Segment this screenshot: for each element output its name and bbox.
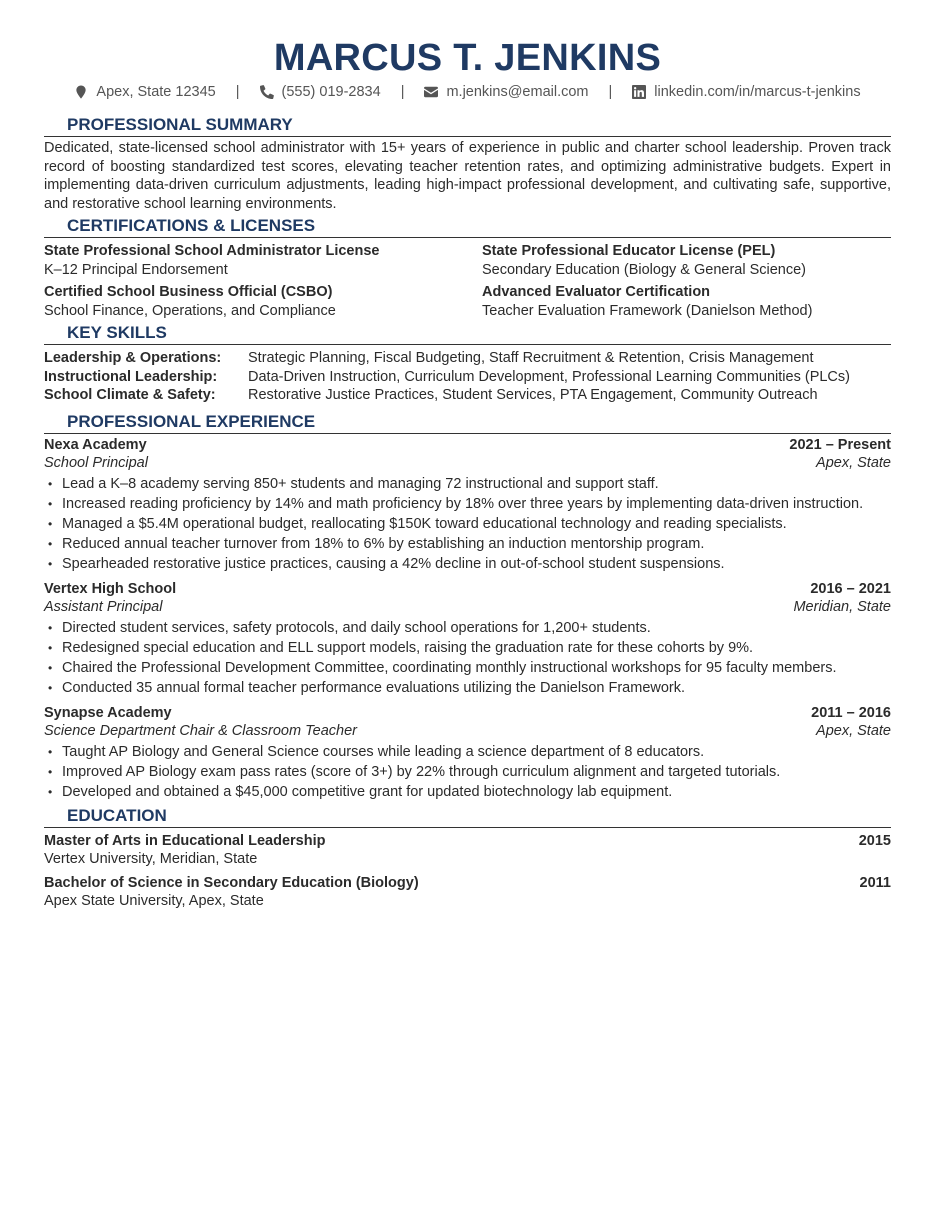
job-entry xyxy=(44,580,891,698)
cert-item xyxy=(44,242,482,279)
section-title: PROFESSIONAL SUMMARY xyxy=(44,115,891,137)
section-title: KEY SKILLS xyxy=(44,323,891,345)
experience-section xyxy=(44,412,891,802)
job-subheader xyxy=(44,722,891,741)
envelope-icon xyxy=(424,85,438,99)
job-bullet: • Redesigned special education and ELL support models, raising the graduation rate for these cohorts by 9%. xyxy=(44,638,891,658)
certifications-section xyxy=(44,216,891,320)
skill-category: Instructional Leadership: xyxy=(44,368,218,385)
education-degree: Master of Arts in Educational Leadership xyxy=(44,832,326,849)
job-bullet: • Chaired the Professional Development Committee, coordinating monthly instructional workshops for 95 faculty members. xyxy=(44,658,891,678)
job-bullet: • Taught AP Biology and General Science courses while leading a science department of 8 educators. xyxy=(44,742,891,762)
job-subheader xyxy=(44,454,891,473)
section-title: PROFESSIONAL EXPERIENCE xyxy=(44,412,891,434)
job-dates: 2011 – 2016 xyxy=(811,704,891,721)
cert-name: State Professional School Administrator License xyxy=(44,243,380,259)
education-year: 2015 xyxy=(858,832,891,849)
education-school: Vertex University, Meridian, State xyxy=(44,851,258,867)
job-bullets xyxy=(44,742,891,802)
cert-item xyxy=(482,283,891,320)
job-role: School Principal xyxy=(44,455,148,471)
job-bullet: • Spearheaded restorative justice practices, causing a 42% decline in out-of-school student suspensions. xyxy=(44,554,891,574)
job-bullets xyxy=(44,618,891,698)
education-section xyxy=(44,806,891,911)
map-marker-icon xyxy=(74,85,88,99)
education-year: 2011 xyxy=(859,874,891,891)
skill-row xyxy=(44,368,891,387)
skill-list: Restorative Justice Practices, Student Services, PTA Engagement, Community Outreach xyxy=(248,387,818,403)
education-header xyxy=(44,832,891,851)
job-dates: 2016 – 2021 xyxy=(810,580,891,597)
summary-section xyxy=(44,115,891,213)
contact-linkedin xyxy=(632,84,860,100)
job-role: Science Department Chair & Classroom Teacher xyxy=(44,723,357,739)
job-bullet: • Lead a K–8 academy serving 850+ students and managing 72 instructional and support staff. xyxy=(44,474,891,494)
cert-name: State Professional Educator License (PEL) xyxy=(482,243,776,259)
job-dates: 2021 – Present xyxy=(789,436,891,453)
job-header xyxy=(44,436,891,455)
location-text: Apex, State 12345 xyxy=(96,84,216,100)
summary-text: Dedicated, state-licensed school administrator with 15+ years of experience in public and charter school leadership. Proven track record of boosting standardized test scores, elevating teacher retention rates, and optimizing administrative budgets. Expert in implementing data-driven curriculum adjustments, leading high-impact professional development, and cultivating safe, supportive, and restorative school learning environments. xyxy=(44,140,891,212)
skill-row xyxy=(44,386,891,405)
contact-separator: | xyxy=(400,84,405,100)
job-bullet: • Conducted 35 annual formal teacher performance evaluations utilizing the Danielson Framework. xyxy=(44,678,891,698)
skill-list: Data-Driven Instruction, Curriculum Development, Professional Learning Communities (PLCs) xyxy=(248,368,850,385)
skill-category: Leadership & Operations: xyxy=(44,350,222,366)
cert-item xyxy=(44,283,482,320)
job-location: Meridian, State xyxy=(793,599,891,615)
resume-page xyxy=(44,0,891,911)
job-bullets xyxy=(44,474,891,574)
section-title: CERTIFICATIONS & LICENSES xyxy=(44,216,891,238)
cert-item xyxy=(482,242,891,279)
contact-separator: | xyxy=(608,84,613,100)
skill-list: Strategic Planning, Fiscal Budgeting, Staff Recruitment & Retention, Crisis Management xyxy=(248,350,814,366)
education-item xyxy=(44,832,891,869)
cert-desc: Secondary Education (Biology & General Science) xyxy=(482,261,807,278)
skill-row xyxy=(44,349,891,368)
cert-name: Advanced Evaluator Certification xyxy=(482,284,711,300)
cert-grid xyxy=(44,242,891,320)
education-degree: Bachelor of Science in Secondary Education (Biology) xyxy=(44,874,419,891)
education-school: Apex State University, Apex, State xyxy=(44,893,264,909)
candidate-name: MARCUS T. JENKINS xyxy=(273,37,662,79)
contact-phone xyxy=(260,84,381,100)
linkedin-link[interactable]: linkedin.com/in/marcus-t-jenkins xyxy=(654,84,861,100)
contact-location xyxy=(74,84,215,100)
job-entry xyxy=(44,704,891,802)
job-bullet: • Increased reading proficiency by 14% and math proficiency by 18% over three years by implementing data-driven instruction. xyxy=(44,494,891,514)
job-org: Nexa Academy xyxy=(44,436,147,453)
contact-separator: | xyxy=(235,84,240,100)
job-org: Vertex High School xyxy=(44,580,177,597)
phone-icon xyxy=(260,85,274,99)
job-bullet: • Directed student services, safety protocols, and daily school operations for 1,200+ students. xyxy=(44,618,891,638)
job-bullet: • Developed and obtained a $45,000 competitive grant for updated biotechnology lab equipment. xyxy=(44,782,891,802)
job-bullet: • Improved AP Biology exam pass rates (score of 3+) by 22% through curriculum alignment and targeted tutorials. xyxy=(44,762,891,782)
job-entry xyxy=(44,436,891,574)
job-role: Assistant Principal xyxy=(44,599,163,615)
section-title: EDUCATION xyxy=(44,806,891,828)
cert-desc: Teacher Evaluation Framework (Danielson Method) xyxy=(482,302,813,319)
job-location: Apex, State xyxy=(816,723,891,739)
job-org: Synapse Academy xyxy=(44,704,172,721)
cert-name: Certified School Business Official (CSBO) xyxy=(44,284,333,300)
job-bullet: • Reduced annual teacher turnover from 18% to 6% by establishing an induction mentorship program. xyxy=(44,534,891,554)
contact-email xyxy=(424,84,588,100)
job-location: Apex, State xyxy=(816,455,891,471)
email-link[interactable]: m.jenkins@email.com xyxy=(446,84,589,100)
skills-section xyxy=(44,323,891,405)
phone-text[interactable]: (555) 019-2834 xyxy=(281,84,381,100)
contact-bar xyxy=(44,82,891,102)
job-header xyxy=(44,580,891,599)
job-header xyxy=(44,704,891,723)
cert-desc: K–12 Principal Endorsement xyxy=(44,261,228,278)
job-subheader xyxy=(44,598,891,617)
skills-list xyxy=(44,349,891,405)
education-header xyxy=(44,874,891,893)
cert-desc: School Finance, Operations, and Compliance xyxy=(44,302,336,319)
job-bullet: • Managed a $5.4M operational budget, reallocating $150K toward educational technology and reading specialists. xyxy=(44,514,891,534)
skill-category: School Climate & Safety: xyxy=(44,387,216,403)
linkedin-icon xyxy=(632,85,646,99)
education-item xyxy=(44,874,891,911)
